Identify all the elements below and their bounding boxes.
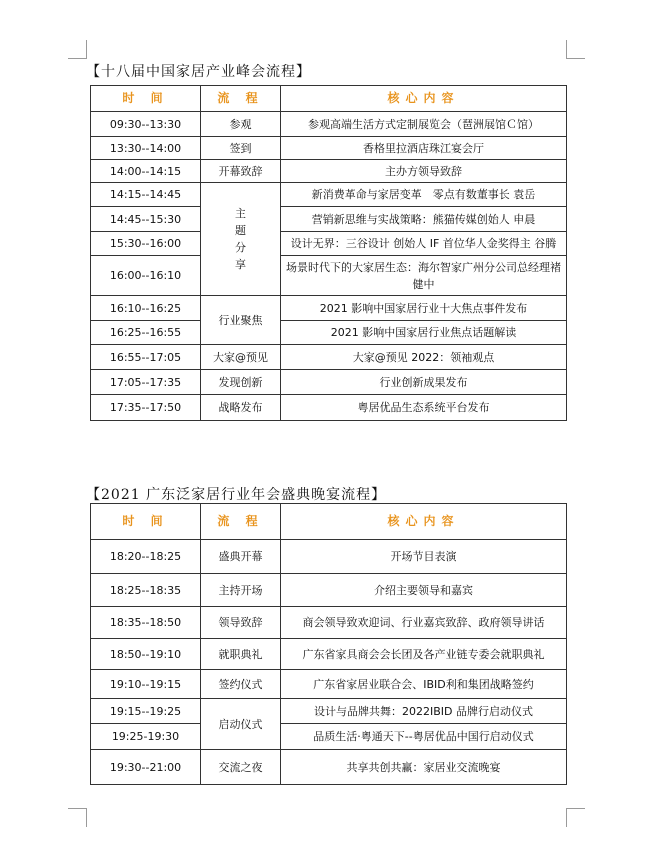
- flow-cell: 发现创新: [201, 370, 281, 395]
- table-row: [91, 639, 567, 670]
- flow-cell: 战略发布: [201, 395, 281, 421]
- content-cell: 设计无界：三谷设计 创始人 IF 首位华人金奖得主 谷腾: [281, 232, 567, 256]
- time-cell: 19:15--19:25: [91, 699, 201, 724]
- time-cell: 14:45--15:30: [91, 207, 201, 232]
- table-row: [91, 137, 567, 160]
- summit-schedule-table: [90, 85, 567, 421]
- header-content: 核心内容: [281, 504, 567, 540]
- flow-cell: 签到: [201, 137, 281, 160]
- header-content: 核心内容: [281, 86, 567, 112]
- table-row: [91, 321, 567, 345]
- flow-cell: 交流之夜: [201, 750, 281, 785]
- vertical-char: 享: [235, 258, 246, 271]
- time-cell: 17:05--17:35: [91, 370, 201, 395]
- content-cell: 场景时代下的大家居生态：海尔智家广州分公司总经理褚健中: [281, 256, 567, 296]
- time-cell: 19:10--19:15: [91, 670, 201, 699]
- flow-cell: 大家@预见: [201, 345, 281, 370]
- time-cell: 16:00--16:10: [91, 256, 201, 296]
- table-row: [91, 750, 567, 785]
- content-cell: 参观高端生活方式定制展览会（琶洲展馆Ｃ馆）: [281, 112, 567, 137]
- header-flow: 流 程: [201, 504, 281, 540]
- section-title-gala: 【2021 广东泛家居行业年会盛典晚宴流程】: [86, 487, 387, 503]
- table-row: [91, 724, 567, 750]
- content-cell: 大家@预见 2022：领袖观点: [281, 345, 567, 370]
- time-cell: 18:20--18:25: [91, 540, 201, 574]
- crop-mark-bottom-left: [68, 808, 87, 827]
- time-cell: 16:10--16:25: [91, 296, 201, 321]
- time-cell: 09:30--13:30: [91, 112, 201, 137]
- table-row: [91, 296, 567, 321]
- table-header-row: [91, 86, 567, 112]
- content-cell: 2021 影响中国家居行业焦点话题解读: [281, 321, 567, 345]
- content-cell: 广东省家居业联合会、IBID利和集团战略签约: [281, 670, 567, 699]
- table-row: [91, 160, 567, 183]
- table-row: [91, 607, 567, 639]
- vertical-char: 分: [235, 241, 246, 254]
- header-flow: 流 程: [201, 86, 281, 112]
- time-cell: 18:50--19:10: [91, 639, 201, 670]
- table-row: [91, 370, 567, 395]
- table-row: [91, 256, 567, 296]
- flow-cell: 行业聚焦: [201, 296, 281, 345]
- content-cell: 设计与品牌共舞：2022IBID 品牌行启动仪式: [281, 699, 567, 724]
- table-header-row: [91, 504, 567, 540]
- time-cell: 18:25--18:35: [91, 574, 201, 607]
- flow-cell: 就职典礼: [201, 639, 281, 670]
- time-cell: 19:30--21:00: [91, 750, 201, 785]
- crop-mark-top-right: [566, 40, 585, 59]
- table-row: [91, 574, 567, 607]
- content-cell: 2021 影响中国家居行业十大焦点事件发布: [281, 296, 567, 321]
- table-row: [91, 699, 567, 724]
- content-cell: 行业创新成果发布: [281, 370, 567, 395]
- time-cell: 14:15--14:45: [91, 183, 201, 207]
- header-time: 时 间: [91, 504, 201, 540]
- content-cell: 新消费革命与家居变革 零点有数董事长 袁岳: [281, 183, 567, 207]
- content-cell: 营销新思维与实战策略：熊猫传媒创始人 申晨: [281, 207, 567, 232]
- time-cell: 16:25--16:55: [91, 321, 201, 345]
- time-cell: 19:25-19:30: [91, 724, 201, 750]
- time-cell: 13:30--14:00: [91, 137, 201, 160]
- flow-cell: 盛典开幕: [201, 540, 281, 574]
- content-cell: 商会领导致欢迎词、行业嘉宾致辞、政府领导讲话: [281, 607, 567, 639]
- content-cell: 广东省家具商会会长团及各产业链专委会就职典礼: [281, 639, 567, 670]
- vertical-char: 题: [235, 224, 246, 237]
- vertical-char: 主: [235, 207, 246, 220]
- table-row: [91, 540, 567, 574]
- time-cell: 16:55--17:05: [91, 345, 201, 370]
- content-cell: 主办方领导致辞: [281, 160, 567, 183]
- content-cell: 粤居优品生态系统平台发布: [281, 395, 567, 421]
- flow-cell: 主持开场: [201, 574, 281, 607]
- table-row: [91, 232, 567, 256]
- content-cell: 介绍主要领导和嘉宾: [281, 574, 567, 607]
- flow-cell: 领导致辞: [201, 607, 281, 639]
- content-cell: 品质生活·粤通天下--粤居优品中国行启动仪式: [281, 724, 567, 750]
- table-row: [91, 207, 567, 232]
- section-title-summit: 【十八届中国家居产业峰会流程】: [86, 64, 311, 80]
- time-cell: 14:00--14:15: [91, 160, 201, 183]
- table-row: [91, 345, 567, 370]
- table-row: [91, 183, 567, 207]
- flow-cell: 启动仪式: [201, 699, 281, 750]
- time-cell: 18:35--18:50: [91, 607, 201, 639]
- content-cell: 开场节目表演: [281, 540, 567, 574]
- flow-cell: 开幕致辞: [201, 160, 281, 183]
- flow-cell-theme-sharing: [201, 183, 281, 296]
- crop-mark-bottom-right: [566, 808, 585, 827]
- crop-mark-top-left: [68, 40, 87, 59]
- header-time: 时 间: [91, 86, 201, 112]
- gala-schedule-table: [90, 503, 567, 785]
- flow-cell: 签约仪式: [201, 670, 281, 699]
- content-cell: 香格里拉酒店珠江宴会厅: [281, 137, 567, 160]
- time-cell: 17:35--17:50: [91, 395, 201, 421]
- table-row: [91, 112, 567, 137]
- content-cell: 共享共创共赢：家居业交流晚宴: [281, 750, 567, 785]
- table-row: [91, 670, 567, 699]
- flow-cell: 参观: [201, 112, 281, 137]
- table-row: [91, 395, 567, 421]
- time-cell: 15:30--16:00: [91, 232, 201, 256]
